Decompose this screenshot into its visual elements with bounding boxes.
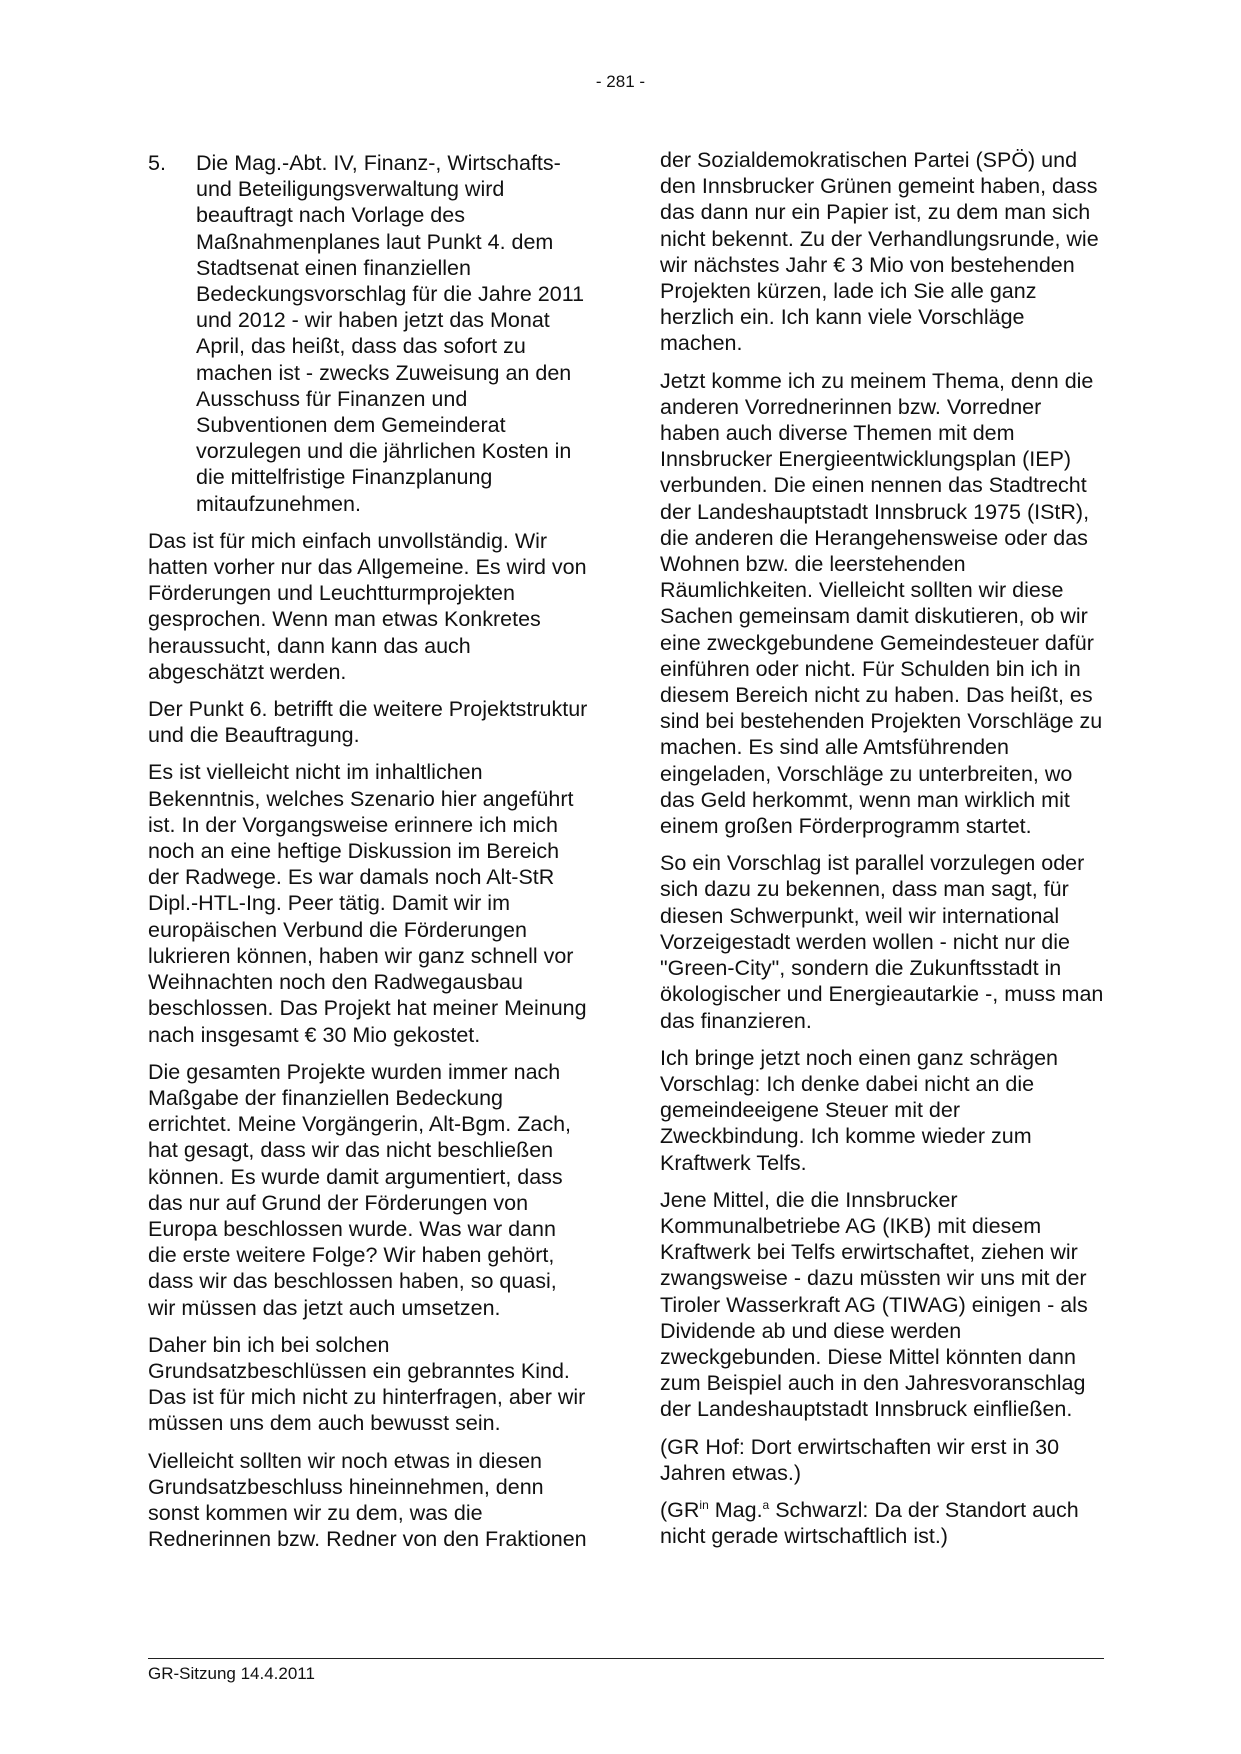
numbered-list-item: [148, 150, 588, 517]
footer-text: GR-Sitzung 14.4.2011: [148, 1664, 315, 1683]
paragraph: Die gesamten Projekte wurden immer nach Maßgabe der finanziellen Bedeckung errichtet. Meine Vorgängerin, Alt-Bgm. Zach, hat gesagt, dass wir das nicht beschließen können. Es wurde damit argumentiert, dass das nur auf Grund der Förderungen von Europa beschlossen wurde. Was war dann die erste weitere Folge? Wir haben gehört, dass wir das beschlossen haben, so quasi, wir müssen das jetzt auch umsetzen.: [148, 1059, 572, 1320]
superscript: in: [699, 1497, 709, 1512]
paragraph: Der Punkt 6. betrifft die weitere Projektstruktur und die Beauftragung.: [148, 697, 588, 748]
paragraph: Daher bin ich bei solchen Grundsatzbeschlüssen ein gebranntes Kind. Das ist für mich nicht zu hinterfragen, aber wir müssen uns dem auch bewusst sein.: [148, 1332, 586, 1436]
paragraph: So ein Vorschlag ist parallel vorzulegen oder sich dazu zu bekennen, dass man sagt, für diesen Schwerpunkt, weil wir international Vorzeigestadt werden wollen - nicht nur die "Green-City", sondern die Zukunftsstadt in ökologischer und Energieautarkie -, muss man das finanzieren.: [660, 851, 1104, 1033]
interjection: (GR Hof: Dort erwirtschaften wir erst in 30 Jahren etwas.): [660, 1434, 1060, 1485]
interjection-rest: Schwarzl: Da der Standort auch nicht gerade wirtschaftlich ist.): [660, 1497, 1079, 1549]
interjection-title: Mag.: [708, 1497, 763, 1522]
right-column: [660, 150, 1104, 1560]
paragraph: Vielleicht sollten wir noch etwas in diesen Grundsatzbeschluss hineinnehmen, denn sonst kommen wir zu dem, was die Rednerinnen bzw. Redner von den Fraktionen: [148, 1448, 587, 1552]
footer-divider: [148, 1658, 1104, 1659]
paragraph: Es ist vielleicht nicht im inhaltlichen Bekenntnis, welches Szenario hier angeführt ist. In der Vorgangsweise erinnere ich mich noch an eine heftige Diskussion im Bereich der Radwege. Es war damals noch Alt-StR Dipl.-HTL-Ing. Peer tätig. Damit wir im europäischen Verbund die Förderungen lukrieren können, haben wir ganz schnell vor Weihnachten noch den Radwegausbau beschlossen. Das Projekt hat meiner Meinung nach insgesamt € 30 Mio gekostet.: [148, 760, 587, 1047]
list-item-text: Die Mag.-Abt. IV, Finanz-, Wirtschafts- und Beteiligungsverwaltung wird beauftragt nach Vorlage des Maßnahmenplanes laut Punkt 4. dem Stadtsenat einen finanziellen Bedeckungsvorschlag für die Jahre 2011 und 2012 - wir haben jetzt das Monat April, das heißt, dass das sofort zu machen ist - zwecks Zuweisung an den Ausschuss für Finanzen und Subventionen dem Gemeinderat vorzulegen und die jährlichen Kosten in die mittelfristige Finanzplanung mitaufzunehmen.: [196, 151, 585, 516]
list-item-number: 5.: [148, 151, 166, 175]
page-number: - 281 -: [595, 72, 646, 91]
paragraph: Ich bringe jetzt noch einen ganz schrägen Vorschlag: Ich denke dabei nicht an die gemeindeeigene Steuer mit der Zweckbindung. Ich komme wieder zum Kraftwerk Telfs.: [660, 1045, 1059, 1175]
paragraph: Das ist für mich einfach unvollständig. Wir hatten vorher nur das Allgemeine. Es wird von Förderungen und Leuchtturmprojekten gesprochen. Wenn man etwas Konkretes heraussucht, dann kann das auch abgeschätzt werden.: [148, 528, 587, 684]
interjection: [660, 1497, 1104, 1549]
paragraph: Jene Mittel, die die Innsbrucker Kommunalbetriebe AG (IKB) mit diesem Kraftwerk bei Telfs erwirtschaftet, ziehen wir zwangsweise - dazu müssten wir uns mit der Tiroler Wasserkraft AG (TIWAG) einigen - als Dividende ab und diese werden zweckgebunden. Diese Mittel könnten dann zum Beispiel auch in den Jahresvoranschlag der Landeshauptstadt Innsbruck einfließen.: [660, 1187, 1088, 1422]
left-column: [148, 150, 588, 1563]
superscript: a: [762, 1497, 770, 1512]
paragraph: Jetzt komme ich zu meinem Thema, denn die anderen Vorrednerinnen bzw. Vorredner haben auch diverse Themen mit dem Innsbrucker Energieentwicklungsplan (IEP) verbunden. Die einen nennen das Stadtrecht der Landeshauptstadt Innsbruck 1975 (IStR), die anderen die Herangehensweise oder das Wohnen bzw. die leerstehenden Räumlichkeiten. Vielleicht sollten wir diese Sachen gemeinsam damit diskutieren, ob wir eine zweckgebundene Gemeindesteuer dafür einführen oder nicht. Für Schulden bin ich in diesem Bereich nicht zu haben. Das heißt, es sind bei bestehenden Projekten Vorschläge zu machen. Es sind alle Amtsführenden eingeladen, Vorschläge zu unterbreiten, wo das Geld herkommt, wenn man wirklich mit einem großen Förderprogramm startet.: [660, 368, 1103, 839]
paragraph: der Sozialdemokratischen Partei (SPÖ) und den Innsbrucker Grünen gemeint haben, dass das dann nur ein Papier ist, zu dem man sich nicht bekennt. Zu der Verhandlungsrunde, wie wir nächstes Jahr € 3 Mio von bestehenden Projekten kürzen, lade ich Sie alle ganz herzlich ein. Ich kann viele Vorschläge machen.: [660, 148, 1099, 356]
interjection-open: (GR: [660, 1497, 700, 1522]
